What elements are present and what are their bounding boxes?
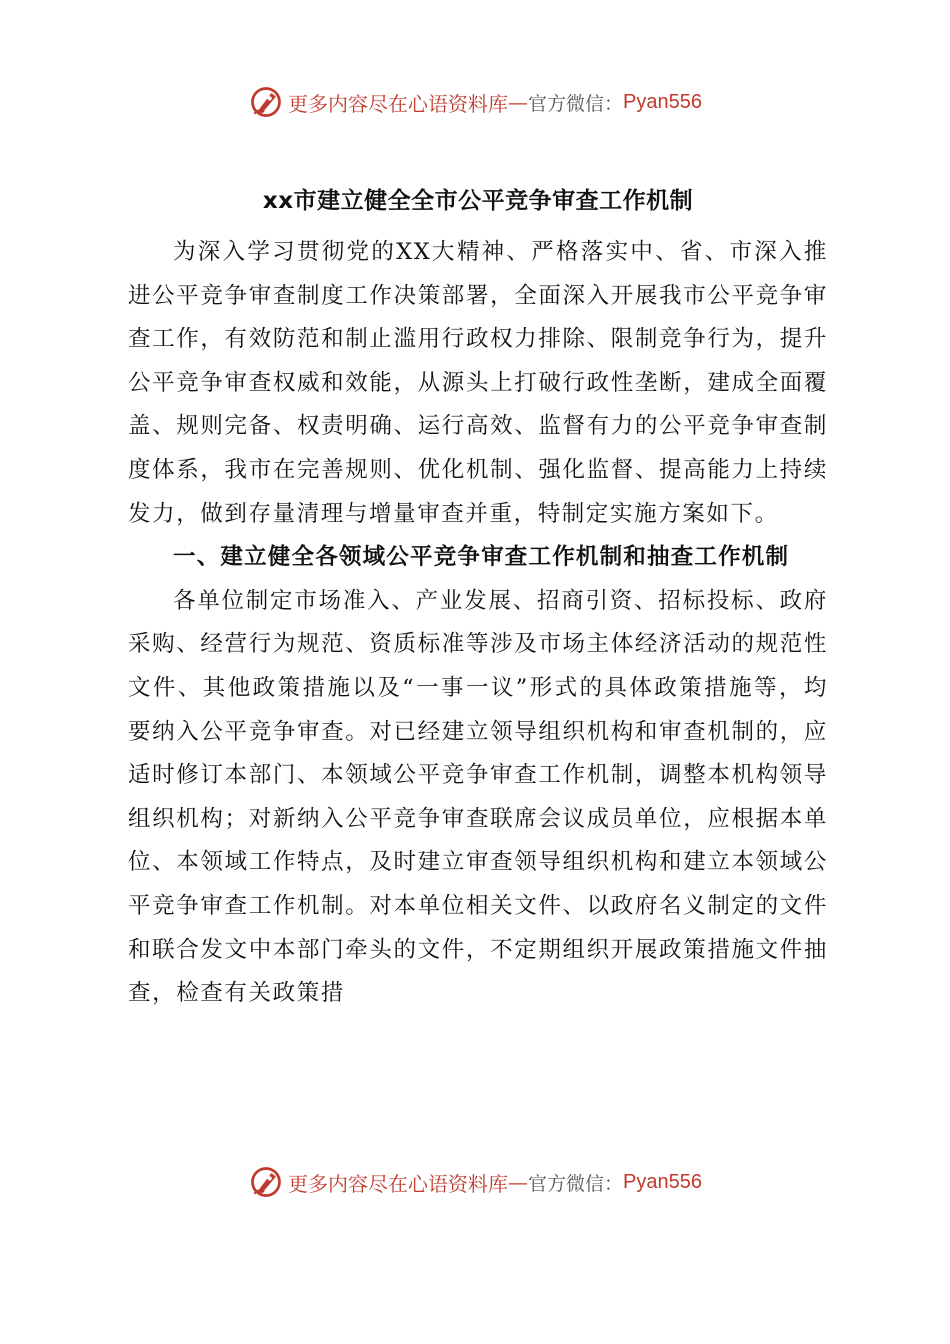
document-body [128,165,828,1016]
banner-wechat-label: 官方微信： [528,1172,624,1195]
pen-nib-logo-icon [248,84,284,120]
banner-wechat-id: Pyan556 [623,90,702,113]
section-1-paragraph: 各单位制定市场准入、产业发展、招商引资、招标投标、政府采购、经营行为规范、资质标准等涉及市场主体经济活动的规范性文件、其他政策措施以及“一事一议”形式的具体政策措施等，均要纳入公平竞争审查。对已经建立领导组织机构和审查机制的，应适时修订本部门、本领域公平竞争审查工作机制，调整本机构领导组织机构；对新纳入公平竞争审查联席会议成员单位，应根据本单位、本领域工作特点，及时建立审查领导组织机构和建立本领域公平竞争审查工作机制。对本单位相关文件、以政府名义制定的文件和联合发文中本部门牵头的文件，不定期组织开展政策措施文件抽查，检查有关政策措 [128,587,828,1007]
banner-slogan: 更多内容尽在心语资料库 [288,91,508,116]
intro-paragraph: 为深入学习贯彻党的XX大精神、严格落实中、省、市深入推进公平竞争审查制度工作决策部署，全面深入开展我市公平竞争审查工作，有效防范和制止滥用行政权力排除、限制竞争行为，提升公平竞争审查权威和效能，从源头上打破行政性垄断，建成全面覆盖、规则完备、权责明确、运行高效、监督有力的公平竞争审查制度体系，我市在完善规则、优化机制、强化监督、提高能力上持续发力，做到存量清理与增量审查并重，特制定实施方案如下。 [128,239,828,527]
banner-wechat-label: 官方微信： [528,92,624,115]
banner-slogan: 更多内容尽在心语资料库 [288,1171,508,1196]
pen-nib-logo-icon [248,1164,284,1200]
banner-dash: — [508,90,528,114]
section-1-heading: 一、建立健全各领域公平竞争审查工作机制和抽查工作机制 [173,544,790,571]
banner-wechat-id: Pyan556 [623,1170,702,1193]
header-banner [0,80,950,124]
document-title: xx市建立健全全市公平竞争审查工作机制 [262,188,694,214]
banner-dash: — [508,1170,528,1194]
footer-banner [0,1160,950,1204]
